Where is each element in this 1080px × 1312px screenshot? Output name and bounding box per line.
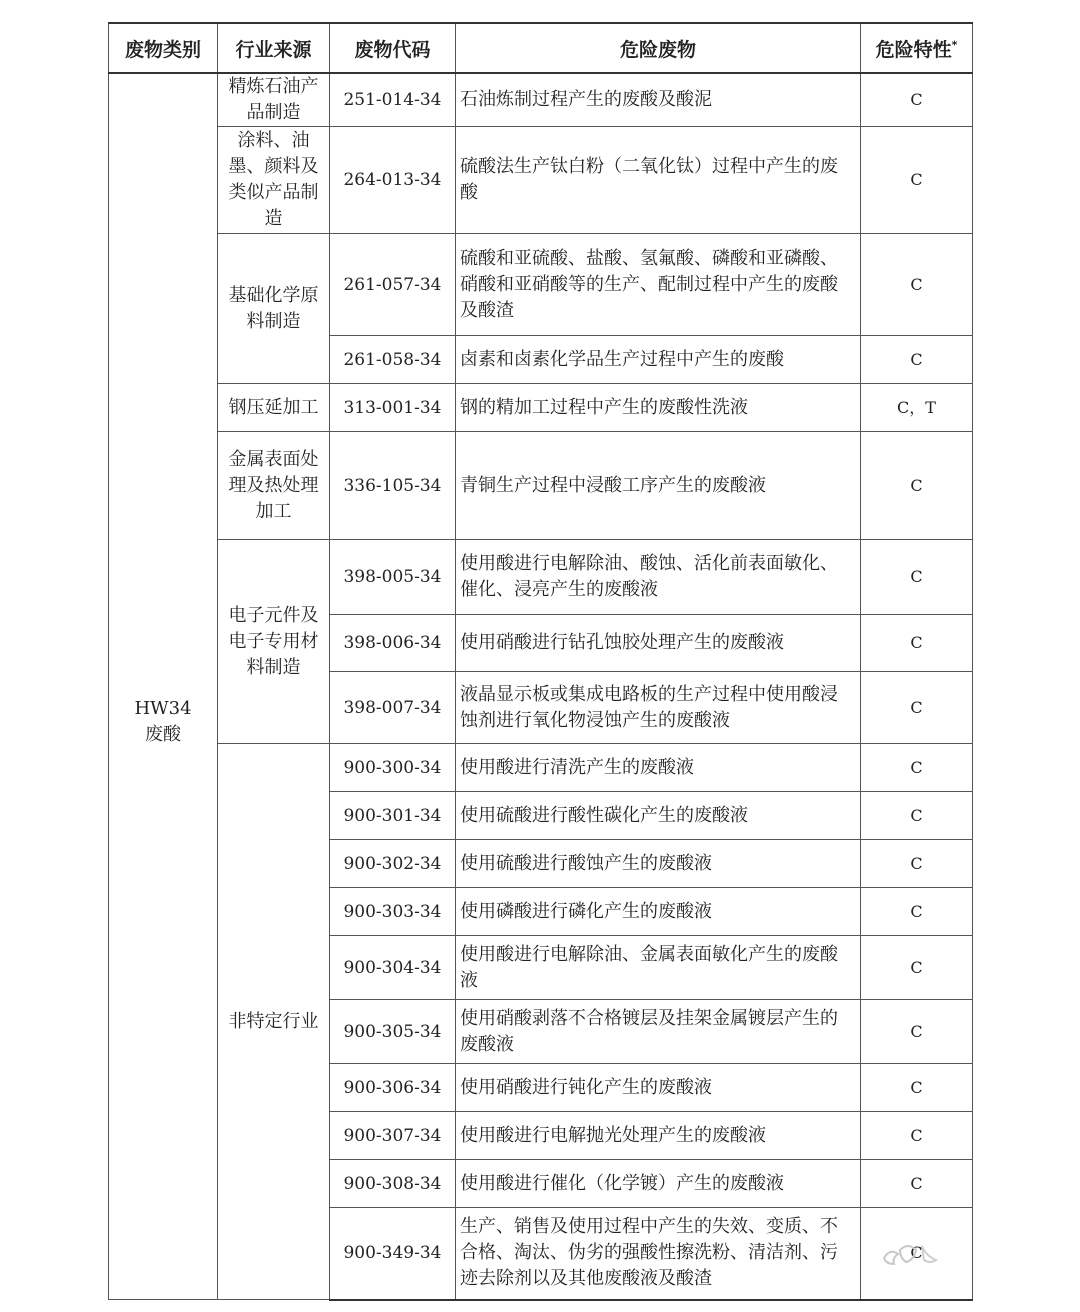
hazard-characteristic-cell: C: [861, 336, 973, 384]
waste-code-cell: 398-005-34: [330, 540, 456, 615]
waste-code-cell: 900-349-34: [330, 1208, 456, 1300]
hazard-characteristic-cell: C: [861, 672, 973, 744]
industry-source-cell: 钢压延加工: [218, 384, 330, 432]
table-row: [109, 73, 973, 127]
waste-code-cell: 900-304-34: [330, 936, 456, 1000]
header-category: 废物类别: [109, 23, 218, 73]
hazard-characteristic-cell: C: [861, 234, 973, 336]
hazardous-waste-cell: 硫酸和亚硫酸、盐酸、氢氟酸、磷酸和亚磷酸、硝酸和亚硝酸等的生产、配制过程中产生的废酸及酸渣: [456, 234, 861, 336]
waste-code-cell: 900-302-34: [330, 840, 456, 888]
table-row: [109, 540, 973, 615]
hazard-characteristic-cell: C: [861, 1112, 973, 1160]
waste-code-cell: 900-307-34: [330, 1112, 456, 1160]
wechat-watermark-icon: [878, 1236, 968, 1276]
category-code: HW34: [134, 697, 192, 719]
table-row: [109, 234, 973, 336]
hazard-characteristic-cell: C，T: [861, 384, 973, 432]
hazardous-waste-cell: 使用酸进行清洗产生的废酸液: [456, 744, 861, 792]
header-source: 行业来源: [218, 23, 330, 73]
hazardous-waste-cell: 使用酸进行电解除油、金属表面敏化产生的废酸液: [456, 936, 861, 1000]
hazardous-waste-cell: 使用硫酸进行酸性碳化产生的废酸液: [456, 792, 861, 840]
table-row: [109, 432, 973, 540]
waste-code-cell: 251-014-34: [330, 73, 456, 127]
header-characteristic: [861, 23, 973, 73]
waste-code-cell: 398-006-34: [330, 615, 456, 672]
hazardous-waste-cell: 钢的精加工过程中产生的废酸性洗液: [456, 384, 861, 432]
hazardous-waste-table: [108, 22, 973, 1301]
hazard-characteristic-cell: C: [861, 744, 973, 792]
hazardous-waste-cell: 青铜生产过程中浸酸工序产生的废酸液: [456, 432, 861, 540]
waste-code-cell: 336-105-34: [330, 432, 456, 540]
table-row: [109, 744, 973, 792]
hazard-characteristic-cell: C: [861, 1160, 973, 1208]
waste-code-cell: 900-300-34: [330, 744, 456, 792]
hazard-characteristic-cell: C: [861, 1000, 973, 1064]
hazard-characteristic-cell: C: [861, 73, 973, 127]
table-body: [109, 73, 973, 1300]
waste-code-cell: 900-303-34: [330, 888, 456, 936]
hazard-characteristic-cell: C: [861, 936, 973, 1000]
hazard-characteristic-cell: C: [861, 432, 973, 540]
industry-source-cell: 非特定行业: [218, 744, 330, 1300]
industry-source-cell: 精炼石油产品制造: [218, 73, 330, 127]
hazard-characteristic-cell: C: [861, 540, 973, 615]
industry-source-cell: 基础化学原料制造: [218, 234, 330, 384]
header-waste: 危险废物: [456, 23, 861, 73]
hazardous-waste-cell: 使用酸进行电解除油、酸蚀、活化前表面敏化、催化、浸亮产生的废酸液: [456, 540, 861, 615]
hazardous-waste-cell: 使用硝酸进行钻孔蚀胶处理产生的废酸液: [456, 615, 861, 672]
hazardous-waste-cell: 生产、销售及使用过程中产生的失效、变质、不合格、淘汰、伪劣的强酸性擦洗粉、清洁剂、污迹去除剂以及其他废酸液及酸渣: [456, 1208, 861, 1300]
hazard-characteristic-cell: C: [861, 840, 973, 888]
header-characteristic-label: 危险特性: [875, 38, 952, 61]
hazardous-waste-cell: 卤素和卤素化学品生产过程中产生的废酸: [456, 336, 861, 384]
hazard-characteristic-cell: C: [861, 1208, 973, 1300]
waste-code-cell: 900-308-34: [330, 1160, 456, 1208]
hazardous-waste-cell: 液晶显示板或集成电路板的生产过程中使用酸浸蚀剂进行氧化物浸蚀产生的废酸液: [456, 672, 861, 744]
industry-source-cell: 电子元件及电子专用材料制造: [218, 540, 330, 744]
waste-code-cell: 261-058-34: [330, 336, 456, 384]
hazardous-waste-cell: 硫酸法生产钛白粉（二氧化钛）过程中产生的废酸: [456, 127, 861, 234]
hazardous-waste-cell: 使用磷酸进行磷化产生的废酸液: [456, 888, 861, 936]
hazardous-waste-cell: 使用硫酸进行酸蚀产生的废酸液: [456, 840, 861, 888]
waste-category-cell: [109, 73, 218, 1300]
waste-code-cell: 900-305-34: [330, 1000, 456, 1064]
hazardous-waste-cell: 石油炼制过程产生的废酸及酸泥: [456, 73, 861, 127]
waste-code-cell: 900-301-34: [330, 792, 456, 840]
hazardous-waste-cell: 使用酸进行电解抛光处理产生的废酸液: [456, 1112, 861, 1160]
table-header-row: [109, 23, 973, 73]
table-row: [109, 127, 973, 234]
hazardous-waste-cell: 使用酸进行催化（化学镀）产生的废酸液: [456, 1160, 861, 1208]
waste-code-cell: 900-306-34: [330, 1064, 456, 1112]
hazard-characteristic-cell: C: [861, 127, 973, 234]
header-characteristic-mark: *: [951, 38, 958, 52]
hazard-characteristic-cell: C: [861, 792, 973, 840]
waste-code-cell: 313-001-34: [330, 384, 456, 432]
hazard-characteristic-cell: C: [861, 615, 973, 672]
category-name: 废酸: [145, 723, 181, 745]
waste-table-container: [108, 22, 972, 1301]
hazard-characteristic-cell: C: [861, 1064, 973, 1112]
hazardous-waste-cell: 使用硝酸进行钝化产生的废酸液: [456, 1064, 861, 1112]
hazard-characteristic-cell: C: [861, 888, 973, 936]
waste-code-cell: 264-013-34: [330, 127, 456, 234]
waste-code-cell: 398-007-34: [330, 672, 456, 744]
table-row: [109, 384, 973, 432]
industry-source-cell: 涂料、油墨、颜料及类似产品制造: [218, 127, 330, 234]
industry-source-cell: 金属表面处理及热处理加工: [218, 432, 330, 540]
hazardous-waste-cell: 使用硝酸剥落不合格镀层及挂架金属镀层产生的废酸液: [456, 1000, 861, 1064]
waste-code-cell: 261-057-34: [330, 234, 456, 336]
header-code: 废物代码: [330, 23, 456, 73]
